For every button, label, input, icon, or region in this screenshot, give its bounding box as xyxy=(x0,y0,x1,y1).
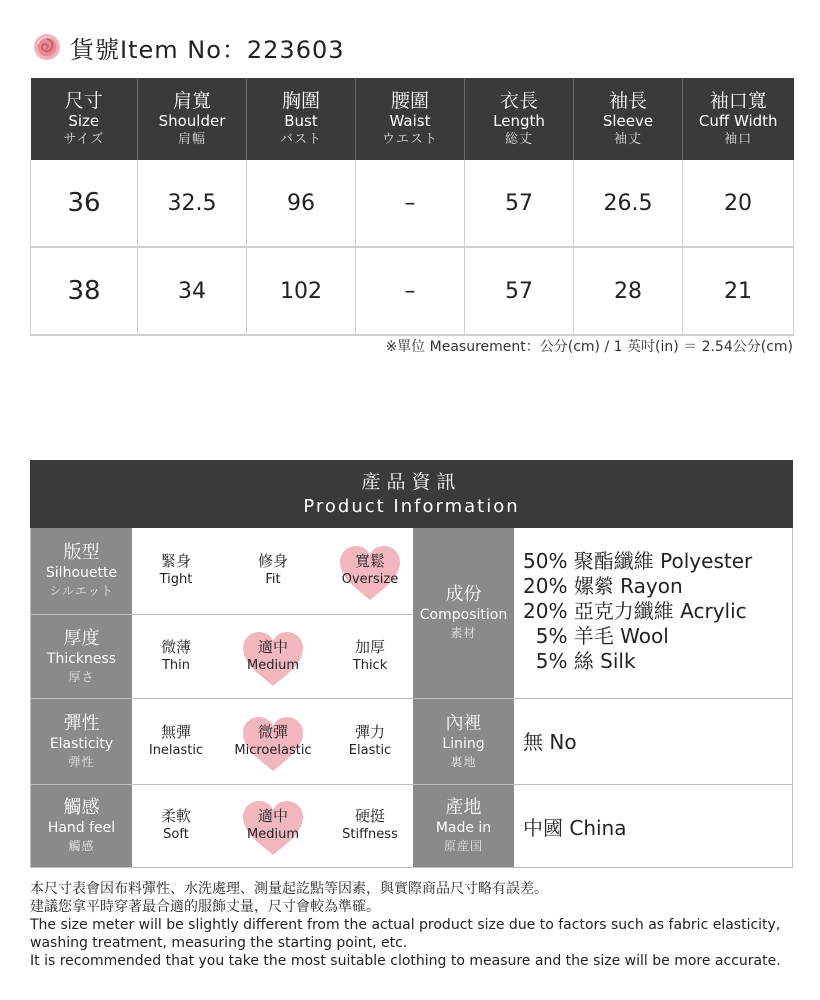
option-label-en: Stiffness xyxy=(342,827,398,842)
product-info-title-zh: 產品資訊 xyxy=(361,471,462,493)
size-cell: 36 xyxy=(31,160,138,247)
made-in-value: 中國 China xyxy=(523,816,627,840)
made-in-label: 產地 Made in 原産国 xyxy=(413,785,514,867)
product-info-title-en: Product Information xyxy=(303,496,520,517)
column-header: 胸圍 Bust バスト xyxy=(247,78,356,160)
lining-value: 無 No xyxy=(523,730,577,754)
elasticity-label: 彈性 Elasticity 弾性 xyxy=(31,699,132,784)
option-label-zh: 適中 xyxy=(257,637,288,656)
size-disclaimer xyxy=(30,880,800,970)
option-label-en: Fit xyxy=(265,572,281,587)
row-divider xyxy=(31,698,792,699)
product-info-panel xyxy=(30,460,793,868)
option-label-en: Soft xyxy=(163,827,189,842)
disclaimer-line: The size meter will be slightly different from the actual product size due to factors such as fabric elasticity, xyxy=(30,917,781,933)
option-label-en: Tight xyxy=(159,572,193,587)
elasticity-option xyxy=(325,723,415,759)
bust-cell: 96 xyxy=(247,160,356,247)
hand-feel-option xyxy=(325,807,415,843)
sleeve-cell: 28 xyxy=(574,247,683,335)
column-header: 袖長 Sleeve 袖丈 xyxy=(574,78,683,160)
shoulder-cell: 32.5 xyxy=(138,160,247,247)
option-label-zh: 適中 xyxy=(257,807,288,825)
silhouette-option xyxy=(325,552,415,588)
silhouette-option xyxy=(131,552,221,588)
elasticity-option xyxy=(228,723,318,759)
option-label-en: Inelastic xyxy=(148,742,204,758)
option-label-zh: 修身 xyxy=(257,552,288,570)
option-label-zh: 硬挺 xyxy=(354,807,385,825)
product-info-title xyxy=(30,460,793,528)
hand-feel-option xyxy=(228,807,318,843)
option-label-zh: 微薄 xyxy=(160,637,191,656)
option-label-en: Microelastic xyxy=(234,742,312,758)
column-header: 肩寬 Shoulder 肩幅 xyxy=(138,78,247,160)
cuff-width-cell: 20 xyxy=(683,160,794,247)
composition-label: 成份 Composition 素材 xyxy=(413,528,514,698)
option-label-zh: 無彈 xyxy=(160,722,191,741)
thickness-option xyxy=(131,638,221,674)
size-table-header xyxy=(31,78,794,160)
option-label-en: Medium xyxy=(247,827,299,842)
composition-line: 5% 羊毛 Wool xyxy=(523,624,669,648)
option-label-zh: 彈力 xyxy=(354,722,385,741)
composition-line: 20% 亞克力纖維 Acrylic xyxy=(523,599,747,623)
table-row xyxy=(31,247,794,335)
option-label-en: Oversize xyxy=(341,572,399,587)
thickness-option xyxy=(228,638,318,674)
disclaimer-line: washing treatment, measuring the starting point, etc. xyxy=(30,935,408,951)
option-label-en: Thick xyxy=(352,657,388,673)
column-header: 衣長 Length 総丈 xyxy=(465,78,574,160)
silhouette-label: 版型 Silhouette シルエット xyxy=(31,528,132,614)
composition-line: 50% 聚酯纖維 Polyester xyxy=(523,549,753,573)
size-cell: 38 xyxy=(31,247,138,335)
option-label-zh: 寬鬆 xyxy=(354,552,385,570)
thickness-label: 厚度 Thickness 厚さ xyxy=(31,615,132,698)
waist-cell: – xyxy=(356,160,465,247)
disclaimer-line: It is recommended that you take the most suitable clothing to measure and the size will be more accurate. xyxy=(30,953,781,969)
column-header: 腰圍 Waist ウエスト xyxy=(356,78,465,160)
disclaimer-line: 建議您拿平時穿著最合適的服飾丈量，尺寸會較為準確。 xyxy=(30,899,380,915)
column-header: 袖口寬 Cuff Width 袖口 xyxy=(683,78,794,160)
length-cell: 57 xyxy=(465,247,574,335)
composition-list xyxy=(523,549,752,674)
lining-label: 內裡 Lining 裏地 xyxy=(413,699,514,784)
option-label-zh: 緊身 xyxy=(160,552,191,570)
cuff-width-cell: 21 xyxy=(683,247,794,335)
row-divider xyxy=(31,784,792,785)
elasticity-option xyxy=(131,723,221,759)
option-label-en: Medium xyxy=(247,657,299,673)
bust-cell: 102 xyxy=(247,247,356,335)
length-cell: 57 xyxy=(465,160,574,247)
option-label-en: Thin xyxy=(161,657,191,673)
waist-cell: – xyxy=(356,247,465,335)
item-number: 貨號Item No：223603 xyxy=(70,35,345,64)
sleeve-cell: 26.5 xyxy=(574,160,683,247)
option-label-zh: 微彈 xyxy=(257,722,288,741)
header xyxy=(32,30,345,64)
table-row xyxy=(31,160,794,247)
option-label-en: Elastic xyxy=(348,742,392,758)
composition-line: 20% 嫘縈 Rayon xyxy=(523,574,683,598)
rose-icon xyxy=(32,32,62,62)
column-header: 尺寸 Size サイズ xyxy=(31,78,138,160)
composition-line: 5% 絲 Silk xyxy=(523,649,636,673)
unit-note: ※單位 Measurement：公分(cm) / 1 英吋(in) ＝ 2.54公分(cm) xyxy=(385,339,793,355)
hand-feel-label: 觸感 Hand feel 觸感 xyxy=(31,785,132,867)
option-label-zh: 柔軟 xyxy=(160,807,191,825)
shoulder-cell: 34 xyxy=(138,247,247,335)
option-label-zh: 加厚 xyxy=(354,637,385,656)
size-table xyxy=(30,78,794,336)
thickness-option xyxy=(325,638,415,674)
hand-feel-option xyxy=(131,807,221,843)
disclaimer-line: 本尺寸表會因布料彈性、水洗處理、測量起訖點等因素，與實際商品尺寸略有誤差。 xyxy=(30,881,548,897)
silhouette-option xyxy=(228,552,318,588)
